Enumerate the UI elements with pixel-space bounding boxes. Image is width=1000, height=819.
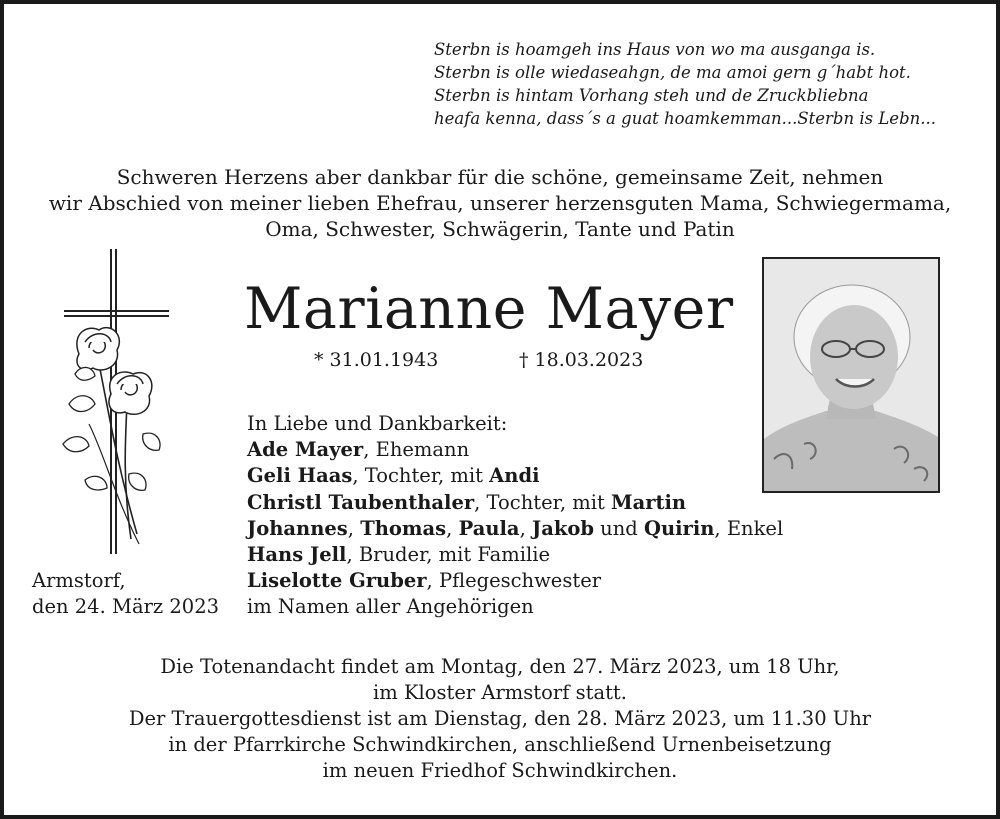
place-date: den 24. März 2023: [32, 595, 220, 619]
poem-line: Sterbn is hintam Vorhang steh und de Zruckbliebna: [434, 86, 869, 105]
member-relation: , Pflegeschwester: [426, 569, 602, 593]
service-line: in der Pfarrkirche Schwindkirchen, anschließend Urnenbeisetzung: [168, 733, 832, 756]
family-member: [247, 463, 783, 489]
poem-line: Sterbn is hoamgeh ins Haus von wo ma ausganga is.: [434, 40, 876, 59]
member-name: Hans Jell: [247, 543, 347, 567]
service-line: im Kloster Armstorf statt.: [373, 681, 627, 704]
service-line: im neuen Friedhof Schwindkirchen.: [322, 759, 678, 782]
separator: ,: [519, 516, 532, 540]
family-member: [247, 568, 783, 594]
poem-line: heafa kenna, dass´s a guat hoamkemman...Sterbn is Lebn...: [434, 109, 936, 128]
grandchild-name: Johannes: [247, 516, 348, 540]
member-name: Geli Haas: [247, 464, 353, 488]
separator: und: [593, 516, 644, 540]
grandchild-name: Jakob: [531, 516, 594, 540]
member-relation: , Enkel: [714, 516, 784, 540]
poem-line: Sterbn is olle wiedaseahgn, de ma amoi gern g´habt hot.: [434, 63, 911, 82]
service-info: [4, 654, 996, 784]
intro-line: wir Abschied von meiner lieben Ehefrau, unserer herzensguten Mama, Schwiegermama,: [48, 191, 952, 215]
partner-name: Martin: [610, 490, 687, 514]
member-name: Christl Taubenthaler: [247, 490, 475, 514]
grandchild-name: Quirin: [643, 516, 715, 540]
family-member: [247, 490, 783, 516]
grandchild-name: Thomas: [360, 516, 447, 540]
intro-text: [4, 164, 996, 242]
family-member: [247, 542, 783, 568]
birth-date: * 31.01.1943: [314, 349, 439, 371]
family-list: [247, 411, 783, 621]
cross-with-roses-icon: [59, 244, 174, 559]
place-and-date: [32, 568, 219, 620]
separator: ,: [347, 516, 361, 540]
place-town: Armstorf,: [32, 569, 126, 592]
family-closing: im Namen aller Angehörigen: [247, 595, 534, 619]
poem: [434, 38, 936, 130]
family-member: [247, 437, 783, 463]
member-name: Ade Mayer: [247, 438, 364, 462]
intro-line: Schweren Herzens aber dankbar für die schöne, gemeinsame Zeit, nehmen: [116, 165, 884, 189]
separator: ,: [446, 516, 459, 540]
member-relation: , Ehemann: [363, 438, 470, 462]
death-date: † 18.03.2023: [519, 349, 644, 371]
deceased-name: Marianne Mayer: [244, 276, 734, 342]
member-relation: , Bruder, mit Familie: [346, 543, 550, 567]
family-heading: In Liebe und Dankbarkeit:: [247, 412, 508, 435]
portrait-photo: [762, 257, 940, 493]
member-relation: , Tochter, mit: [352, 464, 490, 488]
grandchild-name: Paula: [458, 516, 520, 540]
service-line: Die Totenandacht findet am Montag, den 27. März 2023, um 18 Uhr,: [160, 655, 840, 678]
service-line: Der Trauergottesdienst ist am Dienstag, den 28. März 2023, um 11.30 Uhr: [128, 707, 872, 730]
intro-line: Oma, Schwester, Schwägerin, Tante und Patin: [265, 217, 735, 241]
family-member: [247, 516, 783, 542]
member-name: Liselotte Gruber: [247, 569, 427, 593]
member-relation: , Tochter, mit: [474, 490, 611, 514]
partner-name: Andi: [489, 464, 540, 488]
